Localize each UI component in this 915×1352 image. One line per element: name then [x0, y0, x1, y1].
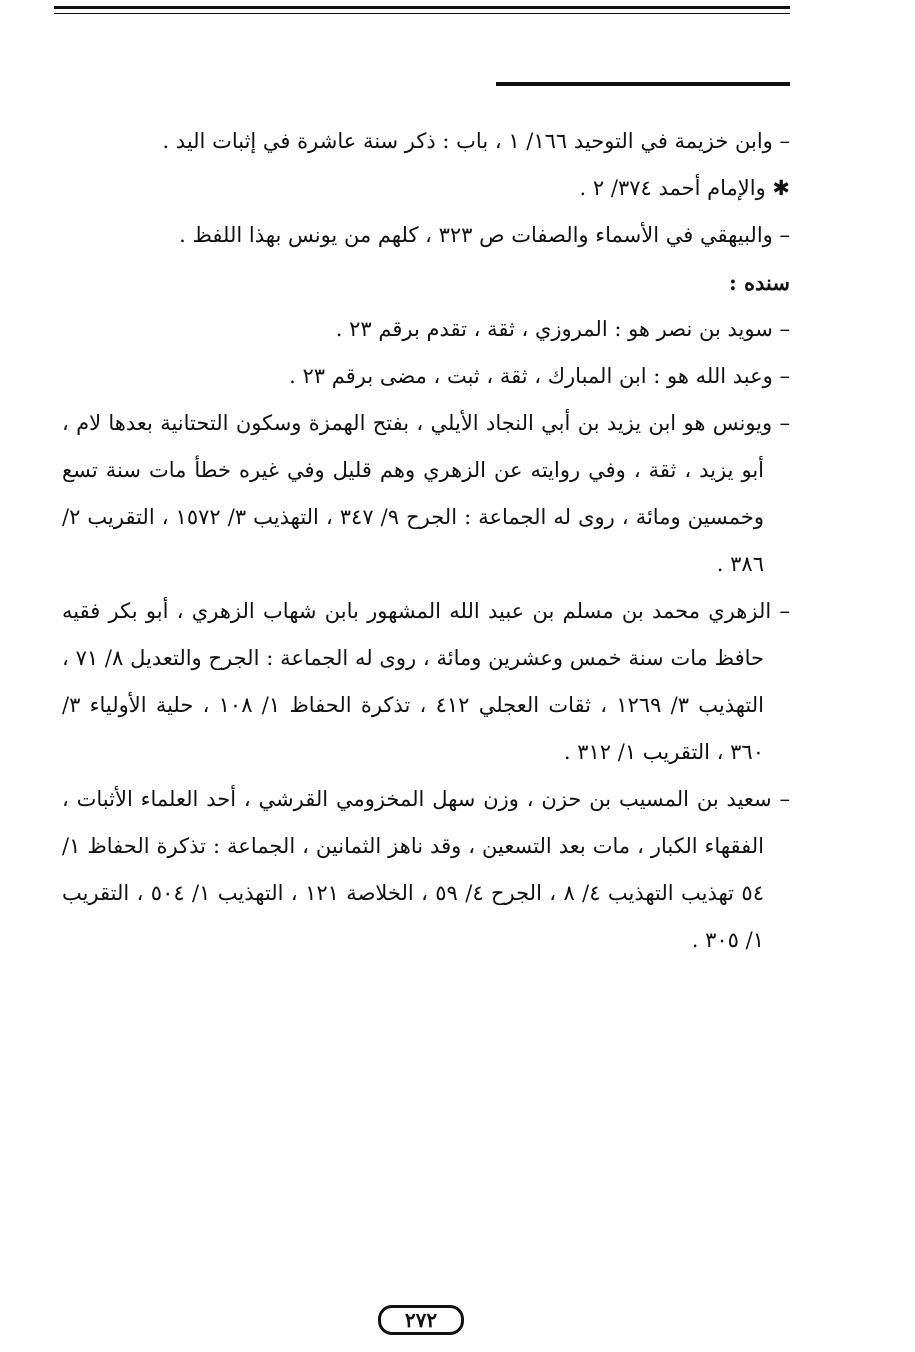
- sanad-heading: سنده :: [728, 270, 790, 295]
- narrator-entry: – ويونس هو ابن يزيد بن أبي النجاد الأيلي ، بفتح الهمزة وسكون التحتانية بعدها لام ، أبو يزيد ، ثقة ، وفي روايته عن الزهري وهم قليل وفي غيره خطأ مات سنة تسع وخمسين ومائة ، روى له الجماعة : الجرح ٩/ ٣٤٧ ، التهذيب ٣/ ١٥٧٢ ، التقريب ٢/ ٣٨٦ .: [62, 411, 790, 576]
- footnote-line: – والبيهقي في الأسماء والصفات ص ٣٢٣ ، كلهم من يونس بهذا اللفظ .: [179, 223, 790, 247]
- footnote-line: ✱ والإمام أحمد ٣٧٤/ ٢ .: [579, 176, 790, 200]
- header-rule-thick: [54, 6, 790, 9]
- header-rule-thin: [54, 13, 790, 14]
- footnote-line: – وابن خزيمة في التوحيد ١٦٦/ ١ ، باب : ذكر سنة عاشرة في إثبات اليد .: [162, 129, 790, 153]
- page-body: [62, 118, 790, 964]
- narrator-entry: – سعيد بن المسيب بن حزن ، وزن سهل المخزومي القرشي ، أحد العلماء الأثبات ، الفقهاء الكبار ، مات بعد التسعين ، وقد ناهز الثمانين ، الجماعة : تذكرة الحفاظ ١/ ٥٤ تهذيب التهذيب ٤/ ٨ ، الجرح ٤/ ٥٩ ، الخلاصة ١٢١ ، التهذيب ١/ ٥٠٤ ، التقريب ١/ ٣٠٥ .: [62, 787, 790, 952]
- section-rule: [496, 82, 790, 86]
- narrator-entry: – وعبد الله هو : ابن المبارك ، ثقة ، ثبت ، مضى برقم ٢٣ .: [289, 364, 790, 388]
- narrator-entry: – سويد بن نصر هو : المروزي ، ثقة ، تقدم برقم ٢٣ .: [335, 317, 790, 341]
- page-number: ٢٧٢: [378, 1305, 464, 1335]
- narrator-entry: – الزهري محمد بن مسلم بن عبيد الله المشهور بابن شهاب الزهري ، أبو بكر فقيه حافظ مات سنة خمس وعشرين ومائة ، روى له الجماعة : الجرح والتعديل ٨/ ٧١ ، التهذيب ٣/ ١٢٦٩ ، ثقات العجلي ٤١٢ ، تذكرة الحفاظ ١/ ١٠٨ ، حلية الأولياء ٣/ ٣٦٠ ، التقريب ١/ ٣١٢ .: [62, 599, 790, 764]
